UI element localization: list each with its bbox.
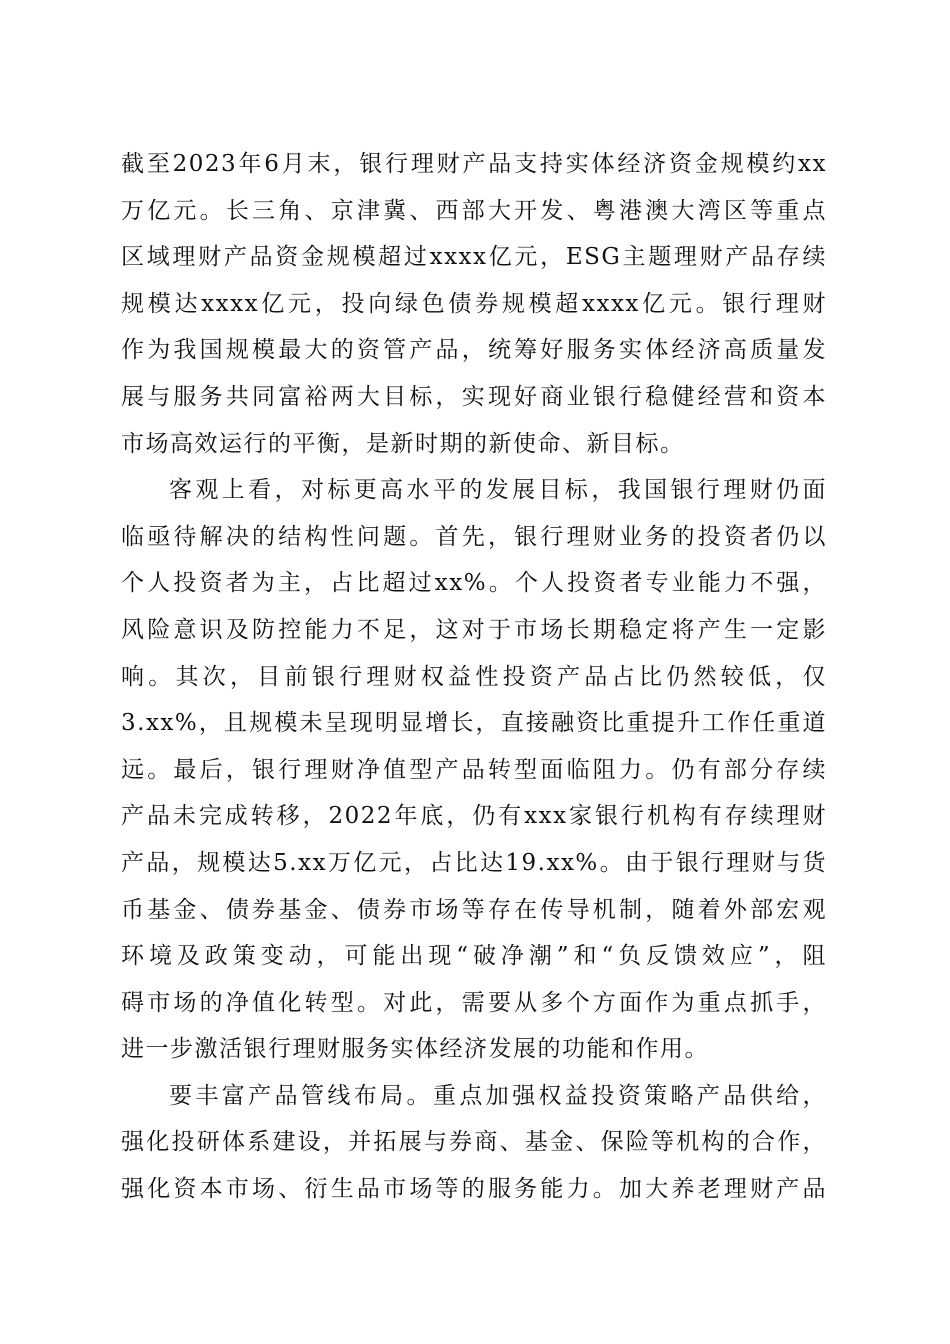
text-line: 远。最后，银行理财净值型产品转型面临阻力。仍有部分存续 xyxy=(121,756,827,783)
text-line: 临亟待解决的结构性问题。首先，银行理财业务的投资者仍以 xyxy=(121,523,827,550)
text-line: 客观上看，对标更高水平的发展目标，我国银行理财仍面 xyxy=(169,477,827,504)
text-line: 环境及政策变动，可能出现“破净潮”和“负反馈效应”，阻 xyxy=(121,943,827,970)
text-line: 区域理财产品资金规模超过xxxx亿元，ESG主题理财产品存续 xyxy=(121,244,827,271)
text-line: 作为我国规模最大的资管产品，统筹好服务实体经济高质量发 xyxy=(121,337,827,364)
text-line: 要丰富产品管线布局。重点加强权益投资策略产品供给， xyxy=(169,1082,827,1109)
text-line: 币基金、债券基金、债券市场等存在传导机制，随着外部宏观 xyxy=(121,896,827,923)
text-line: 产品未完成转移，2022年底，仍有xxx家银行机构有存续理财 xyxy=(121,803,827,830)
text-line: 产品，规模达5.xx万亿元，占比达19.xx%。由于银行理财与货 xyxy=(121,849,827,876)
text-line: 截至2023年6月末，银行理财产品支持实体经济资金规模约xx xyxy=(121,151,827,177)
text-line: 展与服务共同富裕两大目标，实现好商业银行稳健经营和资本 xyxy=(121,383,827,410)
text-line: 万亿元。长三角、京津冀、西部大开发、粤港澳大湾区等重点 xyxy=(121,197,827,224)
text-line: 响。其次，目前银行理财权益性投资产品占比仍然较低，仅 xyxy=(121,663,827,690)
text-line: 规模达xxxx亿元，投向绿色债券规模超xxxx亿元。银行理财 xyxy=(121,290,827,317)
text-line: 3.xx%，且规模未呈现明显增长，直接融资比重提升工作任重道 xyxy=(121,710,827,737)
text-line: 强化投研体系建设，并拓展与券商、基金、保险等机构的合作， xyxy=(121,1129,827,1156)
text-line: 市场高效运行的平衡，是新时期的新使命、新目标。 xyxy=(121,430,685,457)
text-line: 风险意识及防控能力不足，这对于市场长期稳定将产生一定影 xyxy=(121,616,827,643)
text-line: 强化资本市场、衍生品市场等的服务能力。加大养老理财产品 xyxy=(121,1176,827,1203)
document-body xyxy=(121,141,827,1213)
text-line: 碍市场的净值化转型。对此，需要从多个方面作为重点抓手， xyxy=(121,989,827,1016)
text-line: 进一步激活银行理财服务实体经济发展的功能和作用。 xyxy=(121,1036,709,1063)
text-line: 个人投资者为主，占比超过xx%。个人投资者专业能力不强， xyxy=(121,570,827,597)
